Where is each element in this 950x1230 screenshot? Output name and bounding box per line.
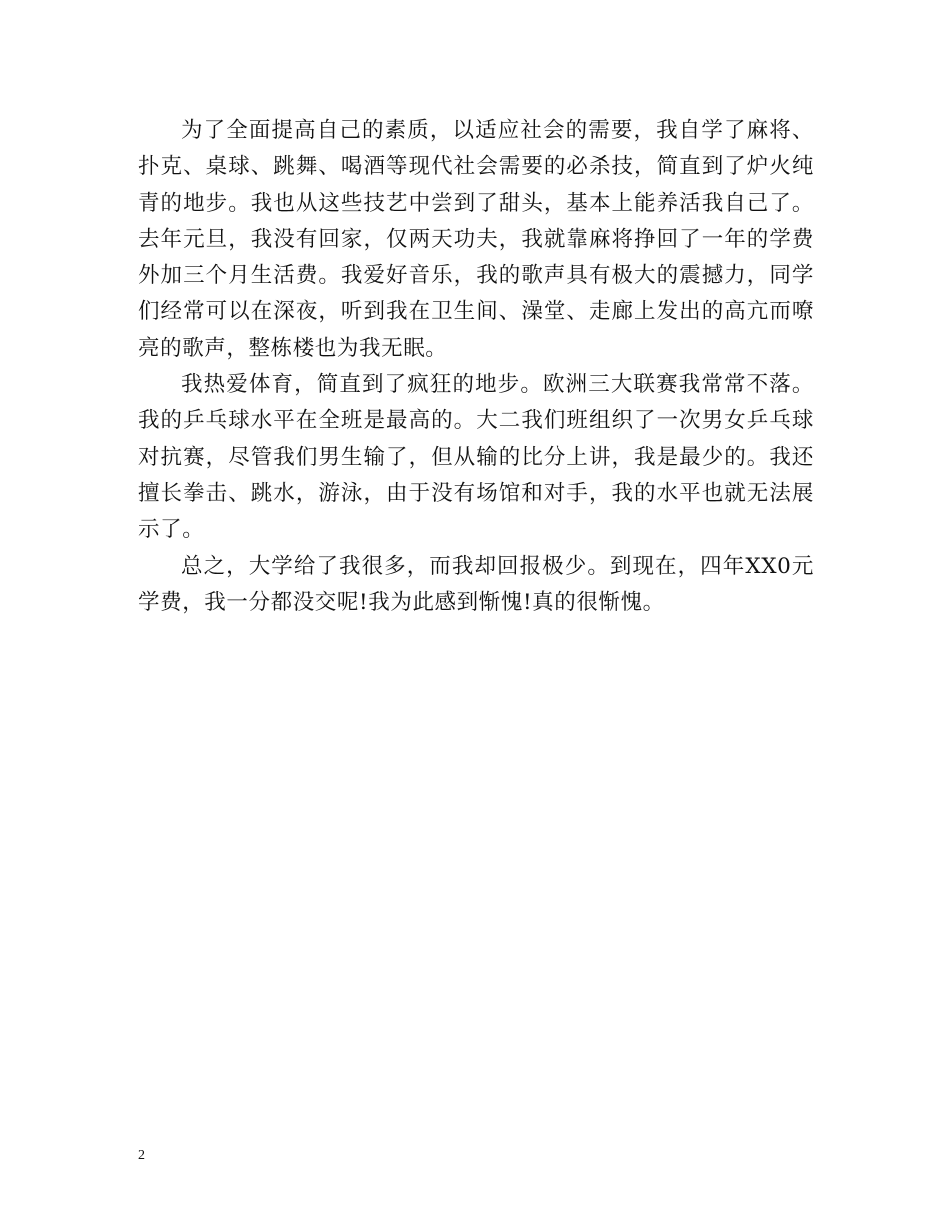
paragraph-2: 我热爱体育，简直到了疯狂的地步。欧洲三大联赛我常常不落。我的乒乓球水平在全班是最高的。大二我们班组织了一次男女乒乓球对抗赛，尽管我们男生输了，但从输的比分上讲，我是最少的。我还擅长拳击、跳水，游泳，由于没有场馆和对手，我的水平也就无法展示了。 (138, 372, 814, 543)
paragraph-1: 为了全面提高自己的素质，以适应社会的需要，我自学了麻将、扑克、桌球、跳舞、喝酒等现代社会需要的必杀技，简直到了炉火纯青的地步。我也从这些技艺中尝到了甜头，基本上能养活我自己了。去年元旦，我没有回家，仅两天功夫，我就靠麻将挣回了一年的学费外加三个月生活费。我爱好音乐，我的歌声具有极大的震撼力，同学们经常可以在深夜，听到我在卫生间、澡堂、走廊上发出的高亢而嘹亮的歌声，整栋楼也为我无眠。 (138, 118, 814, 361)
page-number: 2 (138, 1148, 145, 1163)
paragraph-3: 总之，大学给了我很多，而我却回报极少。到现在，四年XX0元学费，我一分都没交呢!我为此感到惭愧!真的很惭愧。 (138, 553, 814, 615)
document-body (138, 113, 814, 621)
